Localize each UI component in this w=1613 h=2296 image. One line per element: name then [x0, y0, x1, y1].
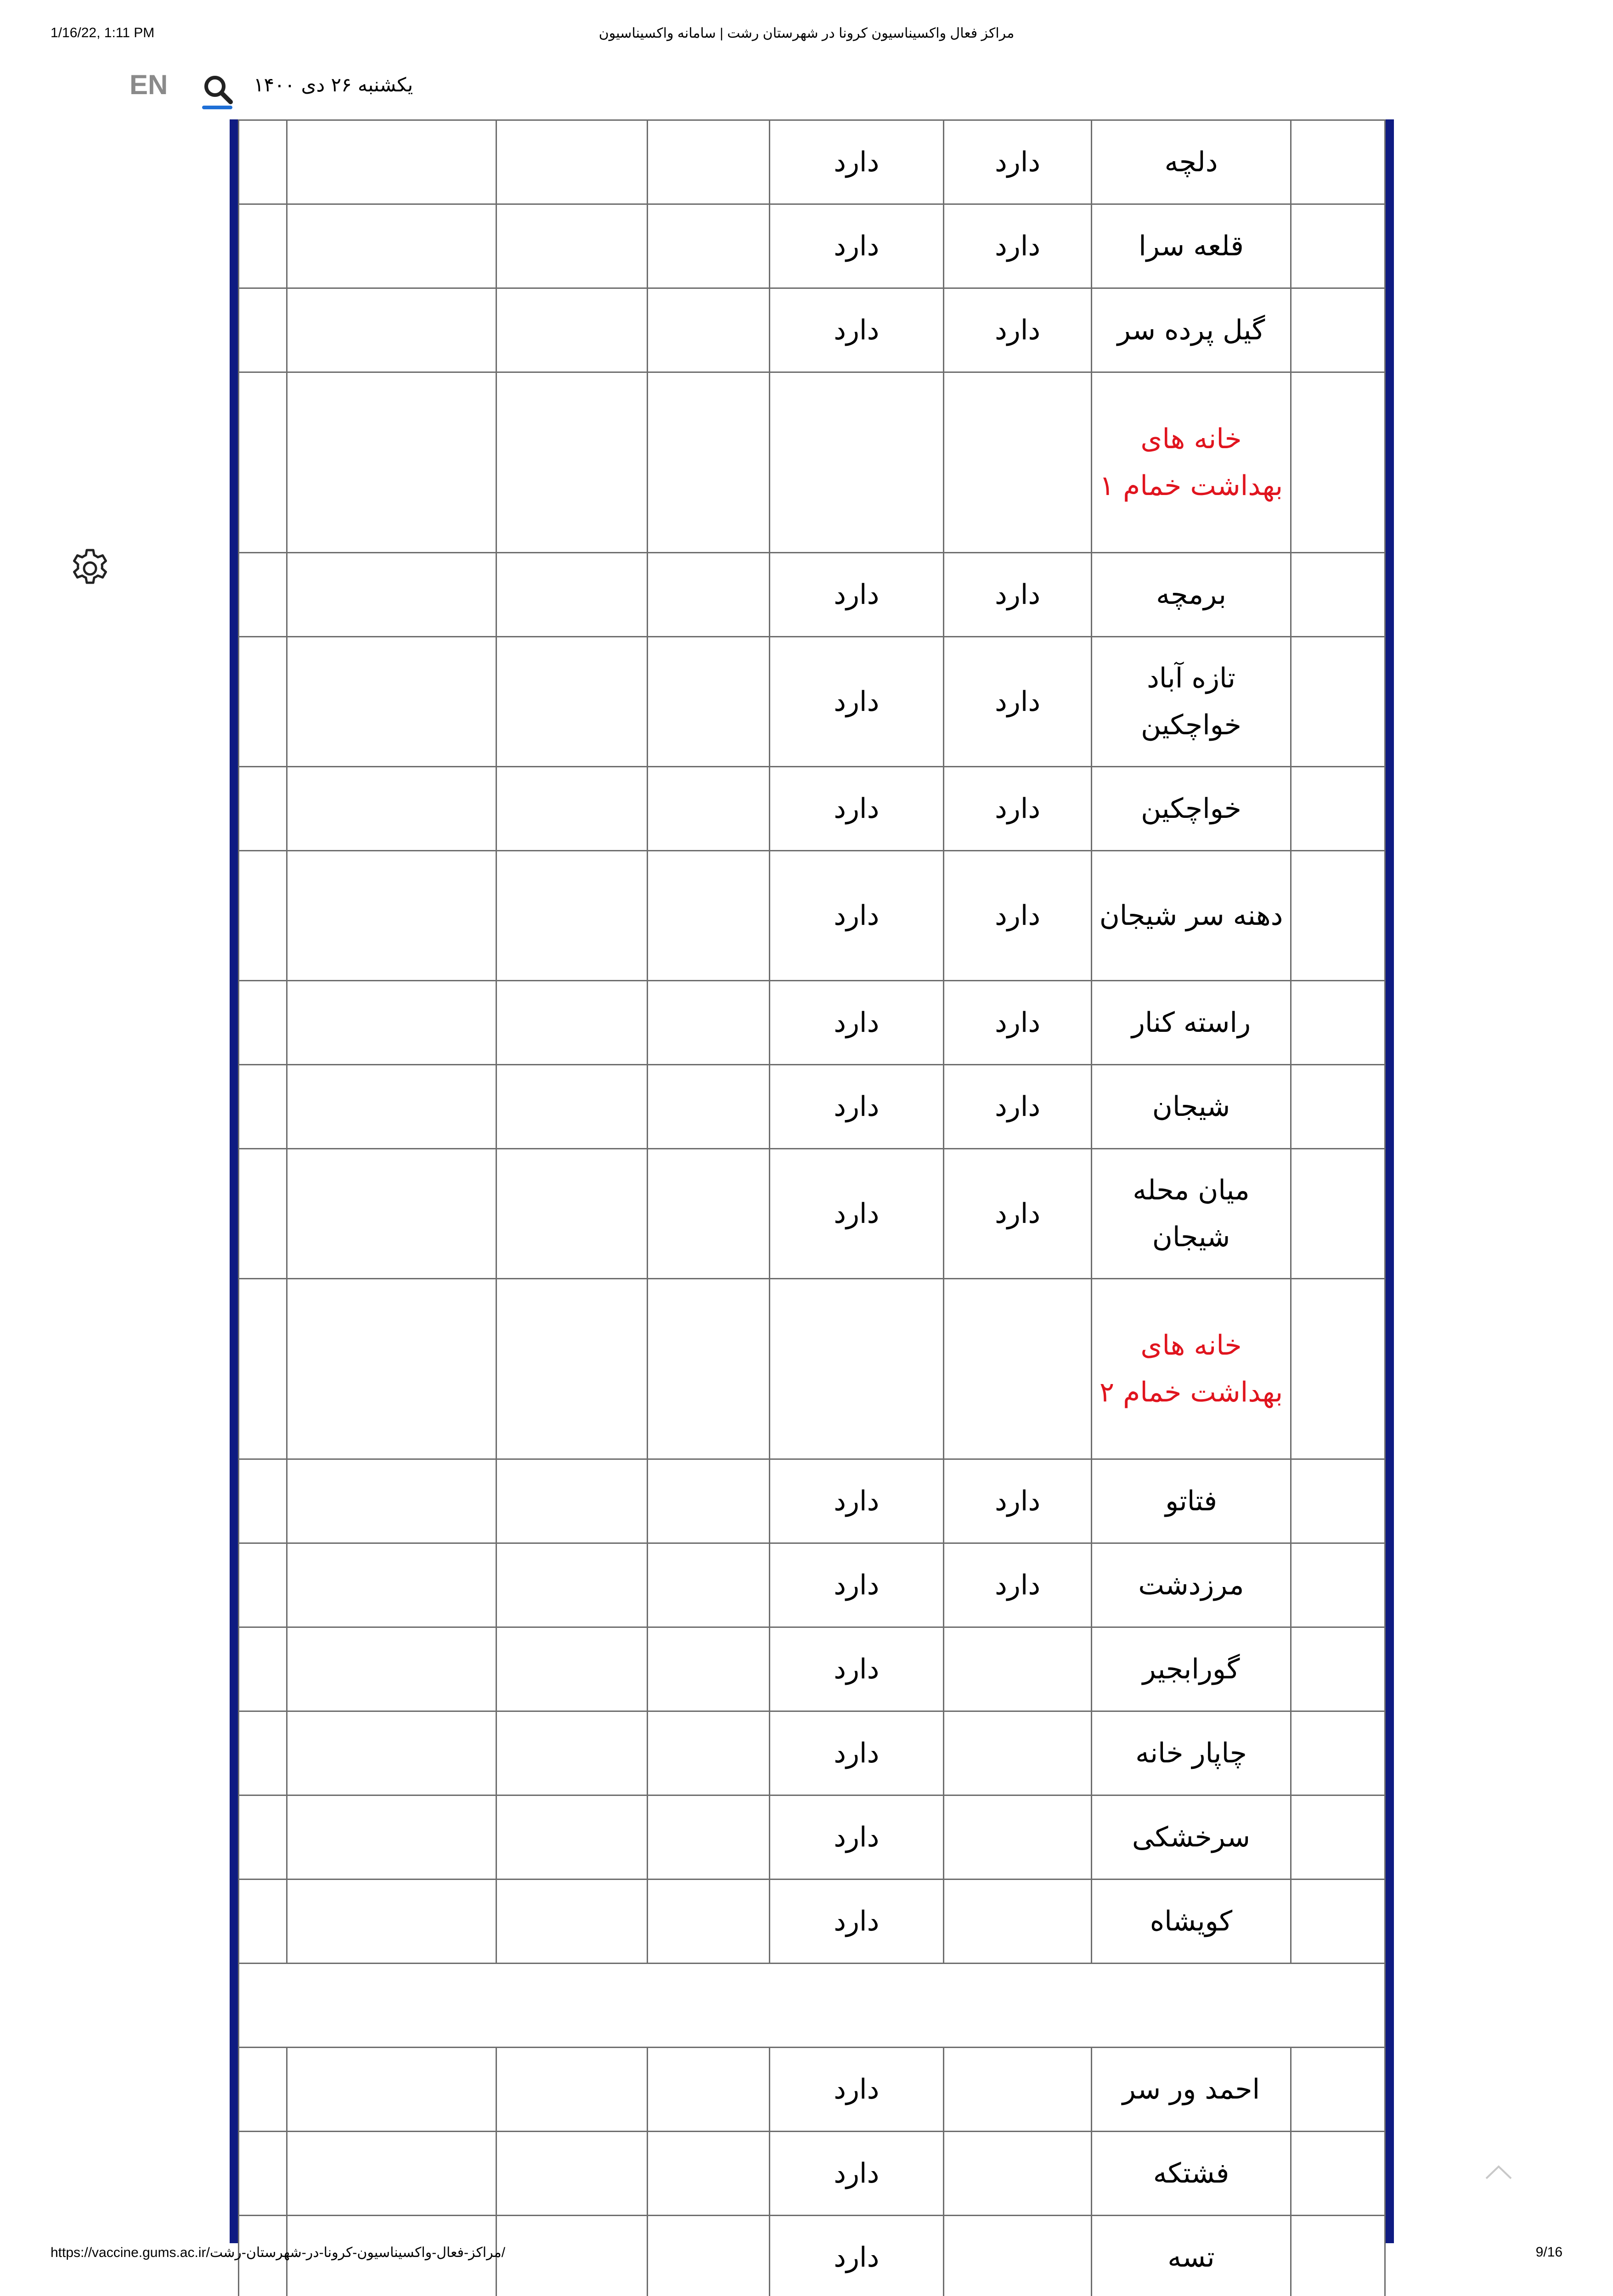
empty-cell — [496, 1627, 648, 1711]
table-separator-row — [239, 1964, 1385, 2048]
empty-cell — [239, 1065, 287, 1149]
table-row — [239, 1279, 1385, 1459]
print-page-title: مراکز فعال واکسیناسیون کرونا در شهرستان رشت | سامانه واکسیناسیون — [0, 25, 1613, 41]
empty-cell — [1291, 1149, 1385, 1279]
empty-cell — [648, 1795, 770, 1880]
status-cell-2: دارد — [769, 1880, 943, 1964]
empty-cell — [1291, 981, 1385, 1065]
table-row — [239, 981, 1385, 1065]
center-name-cell: چاپار خانه — [1092, 1711, 1291, 1795]
status-cell-2 — [769, 1279, 943, 1459]
status-cell-2: دارد — [769, 767, 943, 851]
empty-cell — [239, 981, 287, 1065]
center-name-cell: راسته کنار — [1092, 981, 1291, 1065]
center-name-cell: شیجان — [1092, 1065, 1291, 1149]
empty-cell — [496, 1795, 648, 1880]
empty-cell — [648, 372, 770, 553]
empty-cell — [648, 1279, 770, 1459]
center-name-cell: گورابجیر — [1092, 1627, 1291, 1711]
status-cell-2: دارد — [769, 981, 943, 1065]
empty-cell — [287, 288, 496, 372]
center-name-cell: گیل پرده سر — [1092, 288, 1291, 372]
status-cell-2: دارد — [769, 2048, 943, 2132]
empty-cell — [496, 1543, 648, 1627]
status-cell-2 — [769, 372, 943, 553]
table-row — [239, 553, 1385, 637]
empty-cell — [287, 553, 496, 637]
table-row — [239, 1543, 1385, 1627]
status-cell-2: دارد — [769, 204, 943, 288]
empty-cell — [496, 851, 648, 981]
empty-cell — [1291, 1795, 1385, 1880]
status-cell-1: دارد — [943, 851, 1092, 981]
status-cell-1: دارد — [943, 1149, 1092, 1279]
empty-cell — [648, 767, 770, 851]
empty-cell — [239, 1880, 287, 1964]
table-row — [239, 2132, 1385, 2216]
table-row — [239, 637, 1385, 767]
empty-cell — [496, 981, 648, 1065]
empty-cell — [496, 372, 648, 553]
table-row — [239, 1880, 1385, 1964]
status-cell-2: دارد — [769, 2132, 943, 2216]
empty-cell — [1291, 120, 1385, 204]
status-cell-1: دارد — [943, 204, 1092, 288]
empty-cell — [496, 1149, 648, 1279]
empty-cell — [239, 1543, 287, 1627]
status-cell-2: دارد — [769, 288, 943, 372]
table-row — [239, 372, 1385, 553]
empty-cell — [1291, 767, 1385, 851]
empty-cell — [239, 1795, 287, 1880]
print-page-number: 9/16 — [1536, 2245, 1562, 2260]
status-cell-1: دارد — [943, 1459, 1092, 1543]
empty-cell — [287, 851, 496, 981]
table-row — [239, 2048, 1385, 2132]
table-row — [239, 1149, 1385, 1279]
status-cell-2: دارد — [769, 1711, 943, 1795]
empty-cell — [648, 981, 770, 1065]
empty-cell — [1291, 1543, 1385, 1627]
status-cell-1: دارد — [943, 288, 1092, 372]
empty-cell — [1291, 288, 1385, 372]
center-name-cell: تازه آباد خواچکین — [1092, 637, 1291, 767]
status-cell-1 — [943, 1711, 1092, 1795]
empty-cell — [496, 2132, 648, 2216]
status-cell-2: دارد — [769, 553, 943, 637]
empty-cell — [648, 2132, 770, 2216]
empty-cell — [239, 2048, 287, 2132]
empty-cell — [648, 1459, 770, 1543]
empty-cell — [496, 553, 648, 637]
table-row — [239, 767, 1385, 851]
empty-cell — [1291, 1459, 1385, 1543]
status-cell-1: دارد — [943, 767, 1092, 851]
empty-cell — [287, 372, 496, 553]
status-cell-2: دارد — [769, 1459, 943, 1543]
status-cell-1 — [943, 2132, 1092, 2216]
center-name-cell: تسه — [1092, 2216, 1291, 2296]
status-cell-1 — [943, 1627, 1092, 1711]
empty-cell — [648, 851, 770, 981]
empty-cell — [287, 2132, 496, 2216]
empty-cell — [1291, 1065, 1385, 1149]
center-name-cell: مرزدشت — [1092, 1543, 1291, 1627]
center-name-cell: فتاتو — [1092, 1459, 1291, 1543]
empty-cell — [648, 1149, 770, 1279]
centers-table — [238, 119, 1386, 2296]
table-row — [239, 1964, 1385, 2048]
table-row — [239, 1459, 1385, 1543]
empty-cell — [1291, 2048, 1385, 2132]
empty-cell — [287, 1627, 496, 1711]
empty-cell — [287, 1711, 496, 1795]
status-cell-1 — [943, 1279, 1092, 1459]
status-cell-1 — [943, 372, 1092, 553]
empty-cell — [287, 2048, 496, 2132]
empty-cell — [1291, 1627, 1385, 1711]
table-row — [239, 1795, 1385, 1880]
table-row — [239, 288, 1385, 372]
empty-cell — [496, 1459, 648, 1543]
search-icon[interactable] — [202, 73, 234, 106]
empty-cell — [239, 120, 287, 204]
empty-cell — [287, 1795, 496, 1880]
empty-cell — [496, 1279, 648, 1459]
empty-cell — [1291, 204, 1385, 288]
center-name-cell: سرخشکی — [1092, 1795, 1291, 1880]
group-heading-cell: خانه های بهداشت خمام ۱ — [1092, 372, 1291, 553]
center-name-cell: قلعه سرا — [1092, 204, 1291, 288]
empty-cell — [1291, 851, 1385, 981]
status-cell-1: دارد — [943, 981, 1092, 1065]
chevron-up-icon[interactable] — [1483, 2163, 1515, 2181]
empty-cell — [239, 637, 287, 767]
status-cell-1 — [943, 1880, 1092, 1964]
center-name-cell: دهنه سر شیجان — [1092, 851, 1291, 981]
status-cell-1: دارد — [943, 553, 1092, 637]
status-cell-2: دارد — [769, 1543, 943, 1627]
empty-cell — [239, 1711, 287, 1795]
empty-cell — [287, 767, 496, 851]
table-row — [239, 204, 1385, 288]
empty-cell — [1291, 637, 1385, 767]
top-bar — [0, 64, 1613, 115]
empty-cell — [648, 120, 770, 204]
empty-cell — [239, 2132, 287, 2216]
print-footer — [0, 2245, 1613, 2268]
center-name-cell: خواچکین — [1092, 767, 1291, 851]
empty-cell — [496, 2048, 648, 2132]
table-row — [239, 120, 1385, 204]
center-name-cell: برمچه — [1092, 553, 1291, 637]
empty-cell — [648, 553, 770, 637]
gear-icon[interactable] — [68, 546, 112, 591]
empty-cell — [239, 553, 287, 637]
status-cell-1: دارد — [943, 1543, 1092, 1627]
empty-cell — [287, 1543, 496, 1627]
empty-cell — [239, 1149, 287, 1279]
print-header — [0, 25, 1613, 48]
status-cell-2: دارد — [769, 2216, 943, 2296]
empty-cell — [648, 1065, 770, 1149]
empty-cell — [648, 288, 770, 372]
empty-cell — [239, 767, 287, 851]
empty-cell — [239, 1627, 287, 1711]
empty-cell — [1291, 1880, 1385, 1964]
empty-cell — [287, 981, 496, 1065]
empty-cell — [496, 767, 648, 851]
table-row — [239, 1065, 1385, 1149]
empty-cell — [648, 204, 770, 288]
status-cell-2: دارد — [769, 1149, 943, 1279]
empty-cell — [287, 1065, 496, 1149]
empty-cell — [496, 120, 648, 204]
empty-cell — [496, 637, 648, 767]
status-cell-2: دارد — [769, 1065, 943, 1149]
status-cell-2: دارد — [769, 1795, 943, 1880]
empty-cell — [239, 372, 287, 553]
center-name-cell: میان محله شیجان — [1092, 1149, 1291, 1279]
table-row — [239, 1711, 1385, 1795]
empty-cell — [239, 1459, 287, 1543]
empty-cell — [648, 637, 770, 767]
empty-cell — [496, 1065, 648, 1149]
empty-cell — [1291, 553, 1385, 637]
status-cell-1: دارد — [943, 637, 1092, 767]
empty-cell — [648, 1711, 770, 1795]
status-cell-1 — [943, 2048, 1092, 2132]
empty-cell — [239, 204, 287, 288]
empty-cell — [287, 1880, 496, 1964]
center-name-cell: دلچه — [1092, 120, 1291, 204]
status-cell-2: دارد — [769, 1627, 943, 1711]
search-underline — [202, 106, 232, 109]
empty-cell — [239, 1279, 287, 1459]
empty-cell — [648, 1627, 770, 1711]
empty-cell — [648, 1543, 770, 1627]
language-switch-button[interactable]: EN — [130, 69, 168, 101]
current-date: یکشنبه ۲۶ دی ۱۴۰۰ — [254, 73, 413, 96]
empty-cell — [287, 204, 496, 288]
table-row — [239, 851, 1385, 981]
empty-cell — [287, 120, 496, 204]
empty-cell — [496, 288, 648, 372]
empty-cell — [287, 1279, 496, 1459]
empty-cell — [1291, 2132, 1385, 2216]
empty-cell — [239, 851, 287, 981]
empty-cell — [287, 1149, 496, 1279]
print-datetime: 1/16/22, 1:11 PM — [51, 25, 154, 41]
print-url: https://vaccine.gums.ac.ir/مراکز-فعال-واکسیناسیون-کرونا-در-شهرستان-رشت/ — [51, 2245, 505, 2261]
table-row — [239, 1627, 1385, 1711]
empty-cell — [1291, 1711, 1385, 1795]
empty-cell — [287, 1459, 496, 1543]
status-cell-1: دارد — [943, 120, 1092, 204]
empty-cell — [287, 637, 496, 767]
empty-cell — [239, 288, 287, 372]
empty-cell — [496, 1880, 648, 1964]
status-cell-1: دارد — [943, 1065, 1092, 1149]
vaccination-centers-table — [230, 119, 1394, 2243]
center-name-cell: فشتکه — [1092, 2132, 1291, 2216]
center-name-cell: کویشاه — [1092, 1880, 1291, 1964]
status-cell-2: دارد — [769, 120, 943, 204]
empty-cell — [1291, 1279, 1385, 1459]
empty-cell — [648, 1880, 770, 1964]
empty-cell — [496, 1711, 648, 1795]
status-cell-2: دارد — [769, 637, 943, 767]
empty-cell — [1291, 372, 1385, 553]
empty-cell — [648, 2048, 770, 2132]
status-cell-2: دارد — [769, 851, 943, 981]
empty-cell — [496, 204, 648, 288]
group-heading-cell: خانه های بهداشت خمام ۲ — [1092, 1279, 1291, 1459]
center-name-cell: احمد ور سر — [1092, 2048, 1291, 2132]
status-cell-1 — [943, 1795, 1092, 1880]
